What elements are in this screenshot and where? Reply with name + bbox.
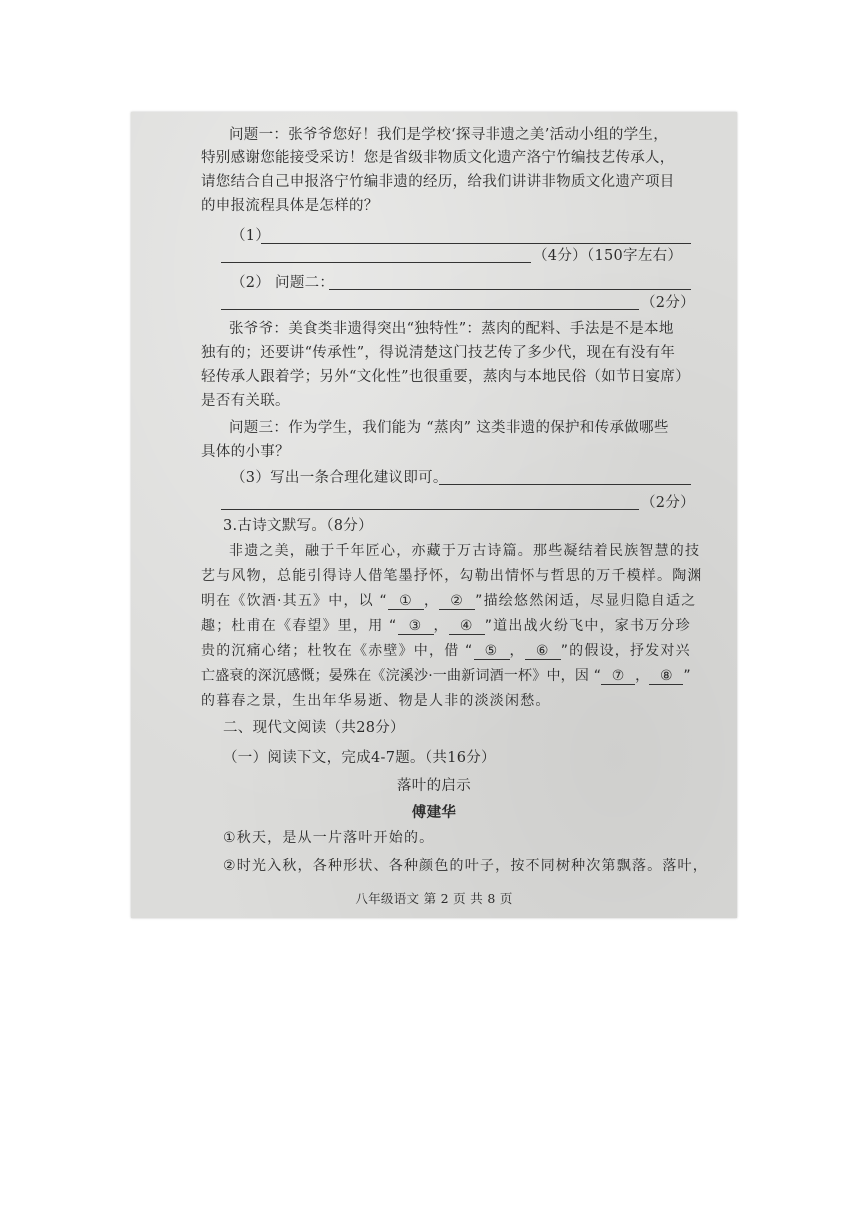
blank-3[interactable]: ③ xyxy=(398,618,434,635)
line-4-prefix: 趣；杜甫在《春望》里，用 “ xyxy=(201,618,398,634)
poetry-para-line-2: 艺与风物，总能引得诗人借笔墨抒怀，勾勒出情怀与哲思的万千模样。陶渊 xyxy=(201,568,703,584)
blank-4[interactable]: ④ xyxy=(449,618,485,635)
poetry-para-line-6 xyxy=(201,667,691,685)
answer-3-line-b[interactable] xyxy=(221,509,639,510)
answer-1-score: （4分）（150字左右） xyxy=(533,248,683,264)
blank-6[interactable]: ⑥ xyxy=(525,643,561,660)
page-footer: 八年级语文 第 2 页 共 8 页 xyxy=(355,891,513,906)
blank-8[interactable]: ⑧ xyxy=(649,668,683,685)
comma-4: ， xyxy=(635,668,650,684)
line-4-suffix: ”道出战火纷飞中，家书万分珍 xyxy=(484,618,691,634)
zhang-line-2: 独有的；还要讲“传承性”，得说清楚这门技艺传了多少代，现在有没有年 xyxy=(201,345,676,361)
zhang-line-3: 轻传承人跟着学；另外“文化性”也很重要，蒸肉与本地民俗（如节日宴席） xyxy=(201,369,691,385)
blank-2[interactable]: ② xyxy=(439,593,475,610)
poetry-para-line-1: 非遗之美，融于千年匠心，亦藏于万古诗篇。那些凝结着民族智慧的技 xyxy=(229,543,701,559)
blank-1[interactable]: ① xyxy=(388,593,424,610)
q3-line-2: 具体的小事？ xyxy=(201,444,290,460)
line-6-prefix: 亡盛衰的深沉感慨；晏殊在《浣溪沙·一曲新词酒一杯》中，因 “ xyxy=(201,668,602,684)
article-paragraph-2: ②时光入秋，各种形状、各种颜色的叶子，按不同树种次第飘落。落叶， xyxy=(223,858,708,874)
answer-1-line-a[interactable] xyxy=(261,243,691,244)
poetry-para-line-4 xyxy=(201,617,691,635)
exam-page xyxy=(131,112,737,918)
answer-3-label: （3）写出一条合理化建议即可。 xyxy=(231,470,448,486)
comma-3: ， xyxy=(509,643,525,659)
q1-line-2: 特别感谢您能接受采访！您是省级非物质文化遗产洛宁竹编技艺传承人， xyxy=(201,150,675,166)
poetry-para-line-7: 的暮春之景，生出年华易逝、物是人非的淡淡闲愁。 xyxy=(201,693,551,709)
line-5-prefix: 贵的沉痛心绪；杜牧在《赤壁》中，借 “ xyxy=(201,643,474,659)
answer-1-label: （1） xyxy=(231,228,271,244)
answer-3-score: （2分） xyxy=(641,495,695,511)
article-title: 落叶的启示 xyxy=(397,778,471,794)
answer-2-score: （2分） xyxy=(641,295,695,311)
section-2-subheading: （一）阅读下文，完成4-7题。（共16分） xyxy=(223,750,496,766)
q1-line-1: 问题一：张爷爷您好！我们是学校‘探寻非遗之美’活动小组的学生， xyxy=(229,127,669,143)
article-paragraph-1: ①秋天，是从一片落叶开始的。 xyxy=(223,830,435,846)
answer-2-line-a[interactable] xyxy=(329,289,691,290)
answer-1-line-b[interactable] xyxy=(221,262,531,263)
q1-line-4: 的申报流程具体是怎样的？ xyxy=(201,198,379,214)
answer-2-label: （2） 问题二： xyxy=(231,275,335,291)
comma-1: ， xyxy=(423,593,440,609)
line-5-suffix: ”的假设，抒发对兴 xyxy=(560,643,691,659)
section-3-heading: 3.古诗文默写。（8分） xyxy=(223,518,373,534)
article-author: 傅建华 xyxy=(411,804,457,821)
section-2-heading: 二、现代文阅读（共28分） xyxy=(223,720,405,736)
line-3-suffix: ”描绘悠然闲适，尽显归隐自适之 xyxy=(475,593,697,609)
line-3-prefix: 明在《饮酒·其五》中，以 “ xyxy=(201,593,388,609)
poetry-para-line-5 xyxy=(201,642,691,660)
line-6-suffix: ” xyxy=(683,668,691,684)
zhang-line-4: 是否有关联。 xyxy=(201,393,290,409)
poetry-para-line-3 xyxy=(201,592,696,610)
blank-5[interactable]: ⑤ xyxy=(474,643,510,660)
comma-2: ， xyxy=(433,618,449,634)
q3-line-1: 问题三：作为学生，我们能为 “蒸肉” 这类非遗的保护和传承做哪些 xyxy=(229,420,669,436)
zhang-line-1: 张爷爷：美食类非遗得突出“独特性”：蒸肉的配料、手法是不是本地 xyxy=(229,321,674,337)
answer-3-line-a[interactable] xyxy=(439,484,691,485)
q1-line-3: 请您结合自己申报洛宁竹编非遗的经历，给我们讲讲非物质文化遗产项目 xyxy=(201,174,675,190)
answer-2-line-b[interactable] xyxy=(221,309,639,310)
blank-7[interactable]: ⑦ xyxy=(601,668,635,685)
